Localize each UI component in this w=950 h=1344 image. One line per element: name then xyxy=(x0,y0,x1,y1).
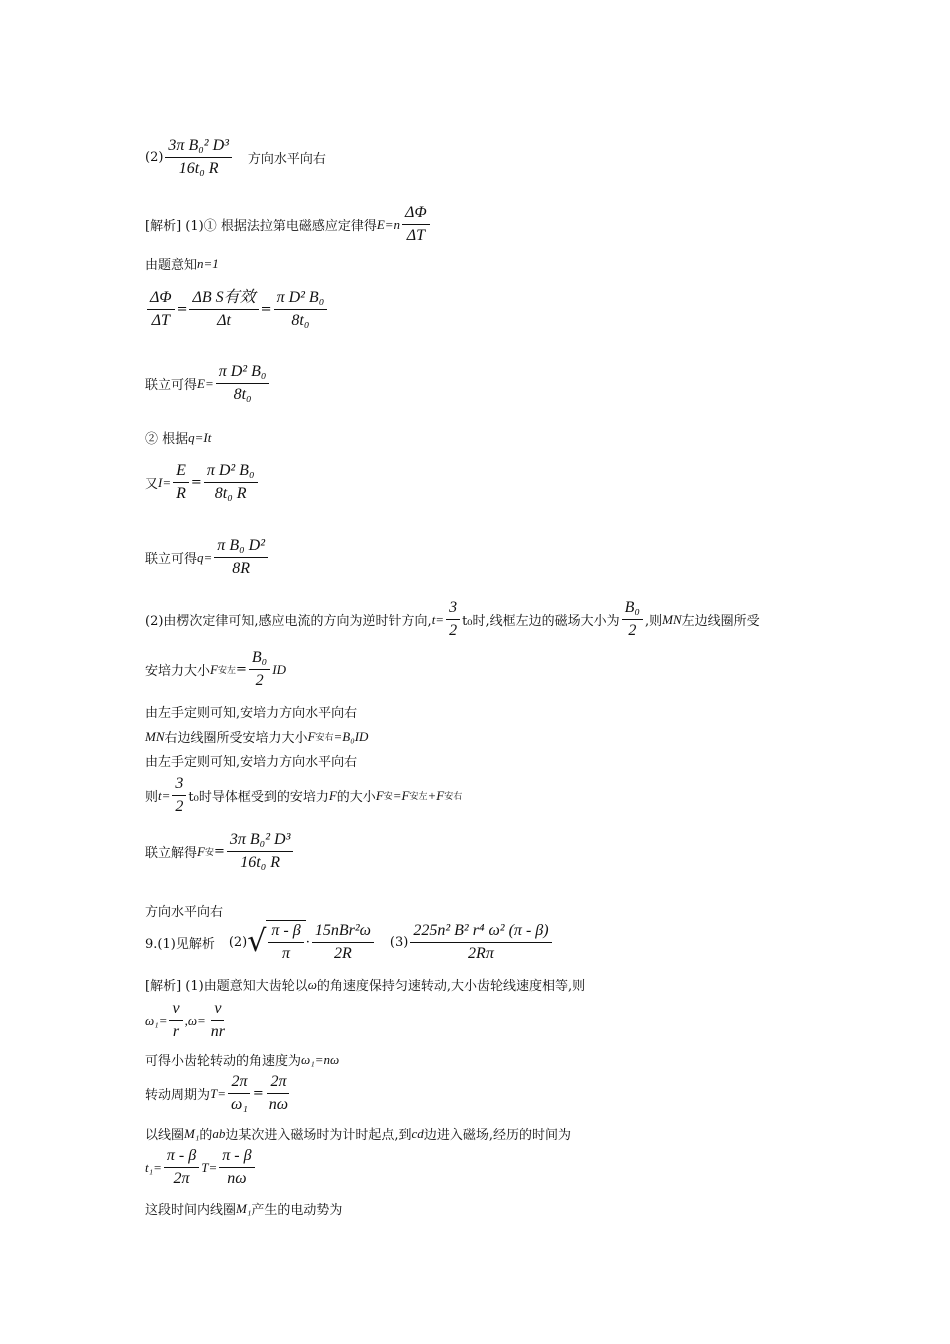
text-line: 联立可得 q= $\frac{\text{π B₀ D²}}{8R}$ xyxy=(145,536,270,579)
fraction: $\frac{3}{2}$ xyxy=(172,774,186,817)
fraction: $\frac{\text{3π B₀² D³}}{\text{16t₀ R}}$ xyxy=(165,136,232,179)
fraction: $\frac{\text{ΔB S有效}}{\Delta t}$ xyxy=(189,288,258,331)
text-line: 联立解得 F 安 = $\frac{\text{3π B₀² D³}}{\text{16t₀ R}}$ xyxy=(145,830,295,873)
analysis-line: [解析] (1)① 根据法拉第电磁感应定律得 E=n $\frac{\Delta\Phi}{\Delta T}$ xyxy=(145,203,432,246)
text-line: 联立可得 E= $\frac{\text{π D² B₀}}{\text{8t₀}}$ xyxy=(145,362,271,405)
fraction: $\frac{\text{π D² B₀}}{\text{8t₀}}$ xyxy=(274,288,328,331)
fraction: $\frac{\text{3π B₀² D³}}{\text{16t₀ R}}$ xyxy=(227,830,294,873)
fraction: $\frac{\pi - \beta}{n\omega}$ xyxy=(219,1146,254,1189)
text-line: [解析] (1)由题意知大齿轮以 ω 的角速度保持匀速转动,大小齿轮线速度相等,则 xyxy=(145,976,586,994)
text-line: ② 根据 q=It xyxy=(145,429,212,447)
fraction: $\frac{\text{15nBr²ω}}{2R}$ xyxy=(312,921,374,964)
text-line: 方向水平向右 xyxy=(145,905,224,920)
fraction: $\frac{\pi - \beta}{\pi}$ xyxy=(268,921,303,964)
text-line: 由左手定则可知,安培力方向水平向右 xyxy=(145,706,358,721)
text-line: 由题意知 n=1 xyxy=(145,255,219,273)
equation-line: t₁= $\frac{\pi - \beta}{2\pi}$ T= $\frac{\pi - \beta}{n\omega}$ xyxy=(145,1146,257,1189)
answer-2-line xyxy=(145,136,326,179)
answer-9-line: 9.(1)见解析 (2) √ $\frac{\pi - \beta}{\pi}$ · $\frac{\text{15nBr²ω}}{2R}$ (3) $\frac{\text{225n² B² r⁴ ω² (π - β)}}{2R\pi}$ xyxy=(145,920,554,964)
fraction: $\frac{E}{R}$ xyxy=(173,461,189,504)
text-line: 安培力大小 F 安左 = $\frac{\text{B₀}}{2}$ ID xyxy=(145,649,286,689)
fraction: $\frac{\text{π D² B₀}}{\text{8t₀ R}}$ xyxy=(204,461,258,504)
fraction: $\frac{3}{2}$ xyxy=(446,598,460,641)
fraction: $\frac{2\pi}{n\omega}$ xyxy=(268,1073,289,1113)
fraction: $\frac{\pi - \beta}{2\pi}$ xyxy=(164,1146,199,1189)
fraction: $\frac{2\pi}{\text{ω₁}}$ xyxy=(228,1072,251,1115)
fraction: $\frac{\text{B₀}}{2}$ xyxy=(622,598,643,641)
fraction: $\frac{v}{r}$ xyxy=(169,999,182,1042)
text-line: 这段时间内线圈 M₁ 产生的电动势为 xyxy=(145,1200,343,1218)
fraction: $\frac{\text{π B₀ D²}}{8R}$ xyxy=(214,536,268,579)
text-line: 则 t= $\frac{3}{2}$ t₀时导体框受到的安培力 F 的大小 F 安 =F 安左 +F 安右 xyxy=(145,775,463,815)
fraction: $\frac{\Delta\Phi}{\Delta T}$ xyxy=(147,288,175,331)
text-line: 可得小齿轮转动的角速度为 ω₁=nω xyxy=(145,1051,340,1069)
text-line: 以线圈 M₁ 的 ab 边某次进入磁场时为计时起点,到 cd 边进入磁场,经历的时间为 xyxy=(145,1125,571,1143)
direction-text: 方向水平向右 xyxy=(247,152,326,167)
fraction: $\frac{\text{B₀}}{2}$ xyxy=(249,648,270,691)
equation-line: $\frac{\Delta\Phi}{\Delta T}$ = $\frac{\text{ΔB S有效}}{\Delta t}$ = $\frac{\text{π D² B₀}}{\text{8t₀}}$ xyxy=(145,288,329,331)
text-line: 由左手定则可知,安培力方向水平向右 xyxy=(145,755,358,770)
sqrt: √ $\frac{\pi - \beta}{\pi}$ xyxy=(247,920,305,964)
text-line: (2)由楞次定律可知,感应电流的方向为逆时针方向, t= $\frac{3}{2}$ t₀时,线框左边的磁场大小为 $\frac{\text{B₀}}{2}$ ,则 MN 左边线圈所受 xyxy=(145,599,760,639)
item-label: (2) xyxy=(145,150,164,165)
fraction: $\frac{v}{nr}$ xyxy=(210,1000,226,1040)
fraction: $\frac{\text{225n² B² r⁴ ω² (π - β)}}{2R\pi}$ xyxy=(410,921,551,964)
fraction: $\frac{\text{π D² B₀}}{\text{8t₀}}$ xyxy=(216,362,270,405)
text-line: MN 右边线圈所受安培力大小 F 安右 =B₀ID xyxy=(145,728,369,746)
fraction: $\frac{\Delta\Phi}{\Delta T}$ xyxy=(402,203,430,246)
equation-line: ω₁= $\frac{v}{r}$ ,ω= $\frac{v}{nr}$ xyxy=(145,999,230,1042)
equation-line: 又 I= $\frac{E}{R}$ = $\frac{\text{π D² B₀}}{\text{8t₀ R}}$ xyxy=(145,461,260,504)
equation-line: 转动周期为 T= $\frac{2\pi}{\text{ω₁}}$ = $\frac{2\pi}{n\omega}$ xyxy=(145,1072,293,1115)
